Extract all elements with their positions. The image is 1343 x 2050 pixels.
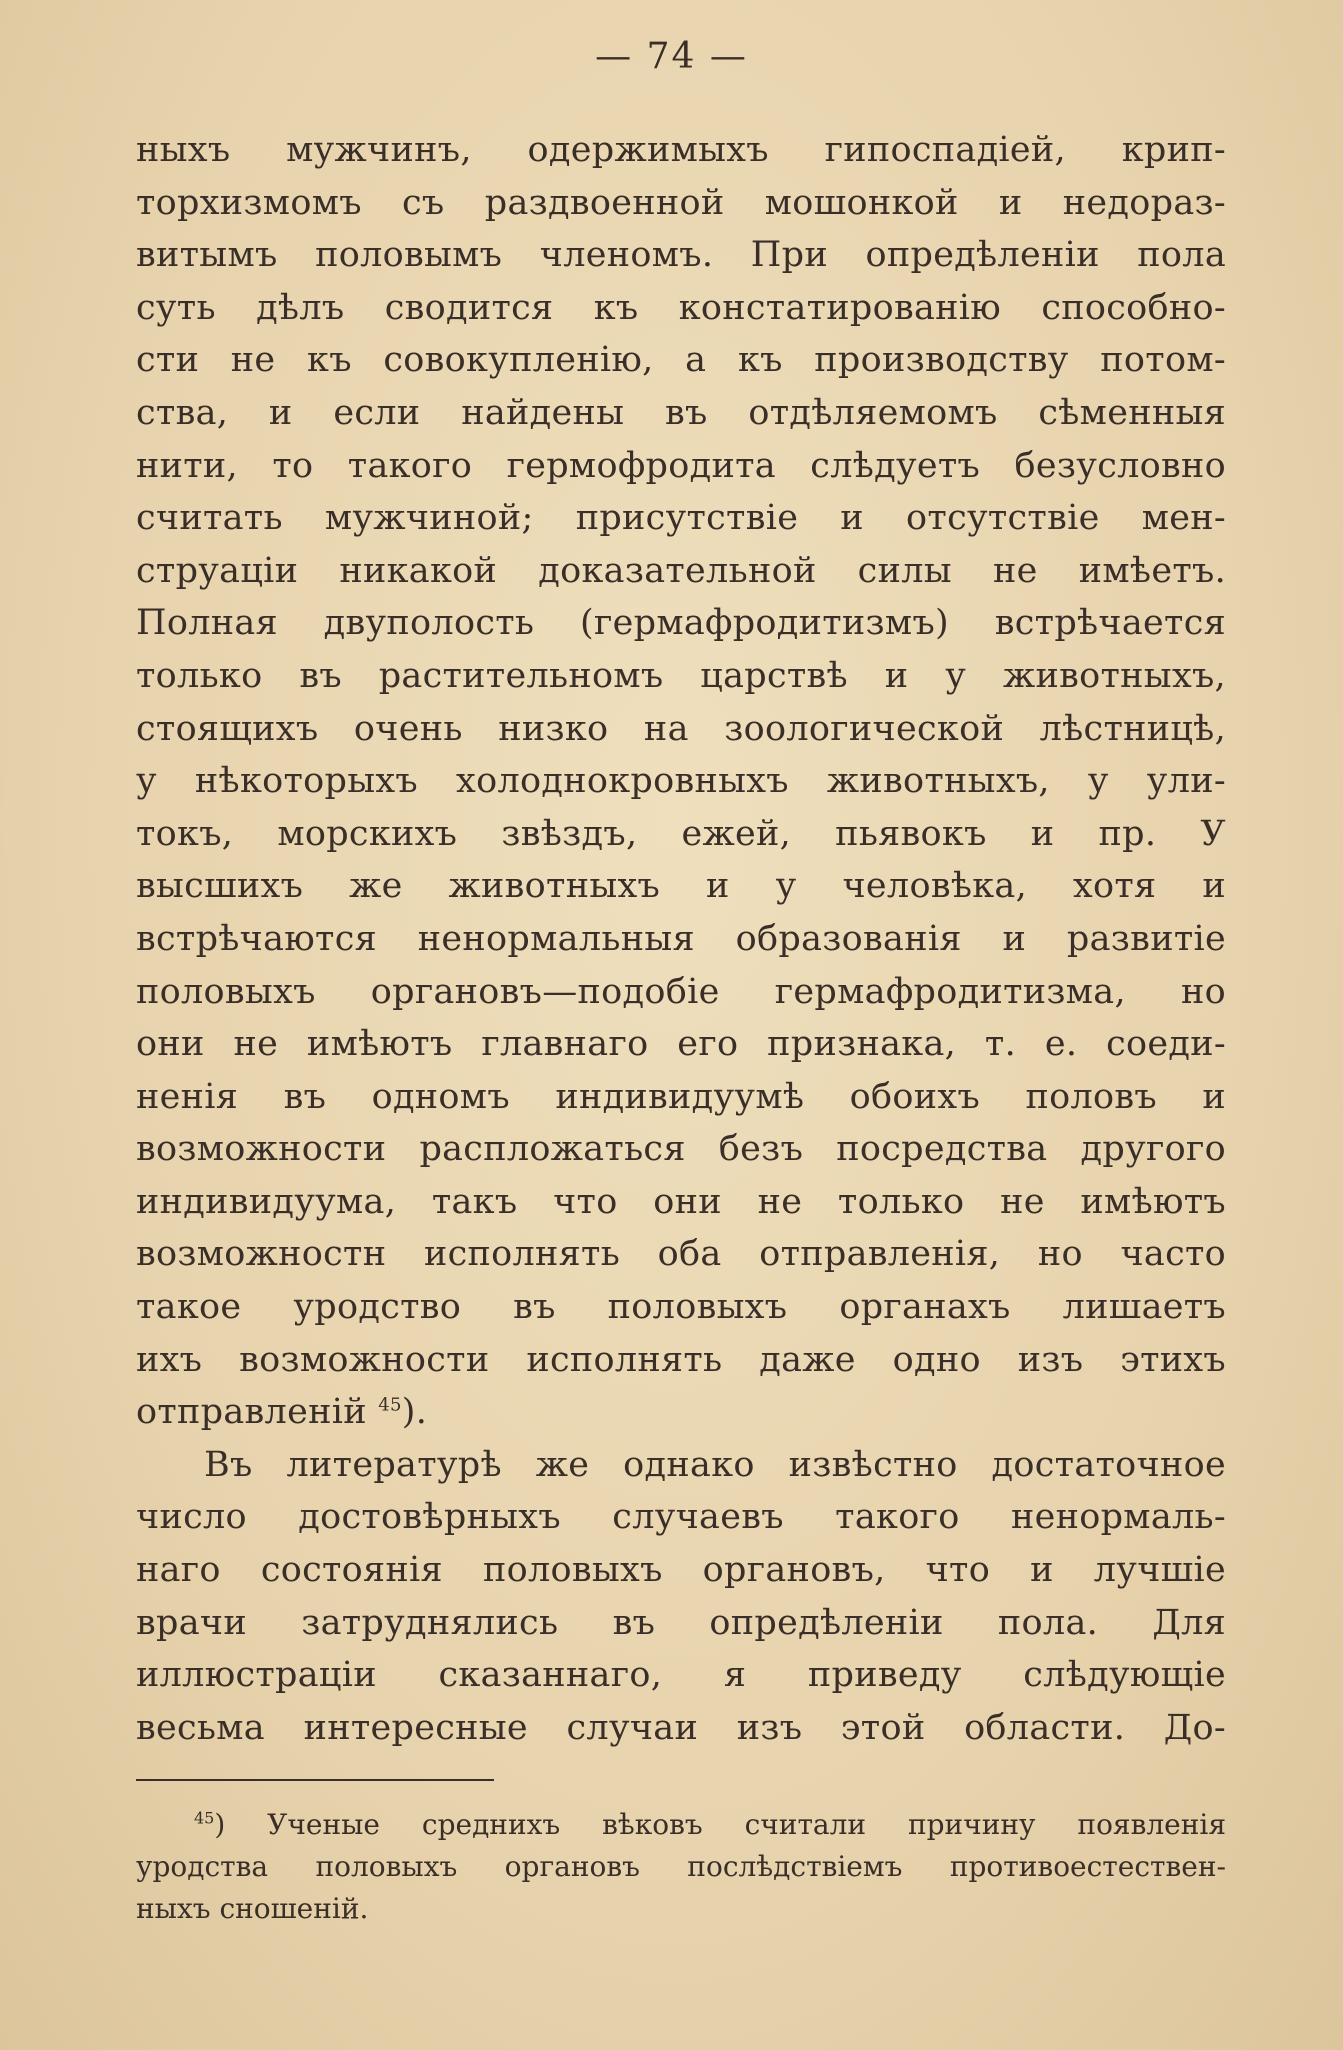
text-line: ненія въ одномъ индивидуумѣ обоихъ половъ и (136, 1076, 1226, 1117)
text-line: токъ, морскихъ звѣздъ, ежей, пьявокъ и пр. У (136, 813, 1226, 854)
footnote-text: ) Ученые среднихъ вѣковъ считали причину появленія (214, 1808, 1226, 1841)
text-line: индивидуума, такъ что они не только не имѣютъ (136, 1181, 1226, 1222)
footnote-line: ныхъ сношеній. (136, 1892, 369, 1925)
footnote-line: уродства половыхъ органовъ послѣдствіемъ противоестествен- (136, 1850, 1226, 1883)
text-line: только въ растительномъ царствѣ и у животныхъ, (136, 655, 1226, 696)
footnote-reference[interactable]: 45 (378, 1394, 402, 1416)
text-line: витымъ половымъ членомъ. При опредѣленіи пола (136, 235, 1226, 276)
text-line: торхизмомъ съ раздвоенной мошонкой и недораз- (136, 182, 1226, 223)
text-line: ства, и если найдены въ отдѣляемомъ сѣменныя (136, 392, 1226, 433)
text-line: стоящихъ очень низко на зоологической лѣстницѣ, (136, 708, 1226, 749)
text-line: врачи затруднялись въ опредѣленіи пола. Для (136, 1602, 1226, 1643)
text-line: Полная двуполость (гермафродитизмъ) встрѣчается (136, 603, 1226, 644)
text-line: нити, то такого гермофродита слѣдуетъ безусловно (136, 445, 1226, 486)
text-line: возможностн исполнять оба отправленія, но часто (136, 1234, 1226, 1275)
text-line: суть дѣлъ сводится къ констатированію способно- (136, 287, 1226, 328)
footnote (136, 1804, 1226, 1930)
text-line: считать мужчиной; присутствіе и отсутствіе мен- (136, 498, 1226, 539)
main-text (136, 124, 1226, 1754)
text-line: ихъ возможности исполнять даже одно изъ этихъ (136, 1339, 1226, 1380)
text-line: Въ литературѣ же однако извѣстно достаточное (204, 1444, 1226, 1485)
text-line: возможности распложаться безъ посредства другого (136, 1129, 1226, 1170)
footnote-line (136, 1804, 1226, 1846)
text-line: весьма интересные случаи изъ этой области. До- (136, 1707, 1226, 1748)
text-fragment: ). (401, 1392, 428, 1433)
text-line: половыхъ органовъ—подобіе гермафродитизма, но (136, 971, 1226, 1012)
text-line: высшихъ же животныхъ и у человѣка, хотя и (136, 866, 1226, 907)
text-line-with-footnote-ref (136, 1386, 1226, 1439)
text-fragment: отправленій (136, 1392, 367, 1433)
text-line: они не имѣютъ главнаго его признака, т. е. соеди- (136, 1024, 1226, 1065)
page-number: — 74 — (595, 36, 748, 77)
text-line: такое уродство въ половыхъ органахъ лишаетъ (136, 1287, 1226, 1328)
text-line: у нѣкоторыхъ холоднокровныхъ животныхъ, у ули- (136, 761, 1226, 802)
text-line: струаціи никакой доказательной силы не имѣетъ. (136, 550, 1226, 591)
text-line: число достовѣрныхъ случаевъ такого ненормаль- (136, 1497, 1226, 1538)
text-line: иллюстраціи сказаннаго, я приведу слѣдующіе (136, 1655, 1226, 1696)
text-line: сти не къ совокупленію, а къ производству потом- (136, 340, 1226, 381)
text-line: встрѣчаются ненормальныя образованія и развитіе (136, 918, 1226, 959)
footnote-number: 45 (194, 1808, 215, 1828)
text-line: наго состоянія половыхъ органовъ, что и лучшіе (136, 1550, 1226, 1591)
text-line: ныхъ мужчинъ, одержимыхъ гипоспадіей, крип- (136, 130, 1226, 170)
footnote-divider (136, 1779, 494, 1781)
